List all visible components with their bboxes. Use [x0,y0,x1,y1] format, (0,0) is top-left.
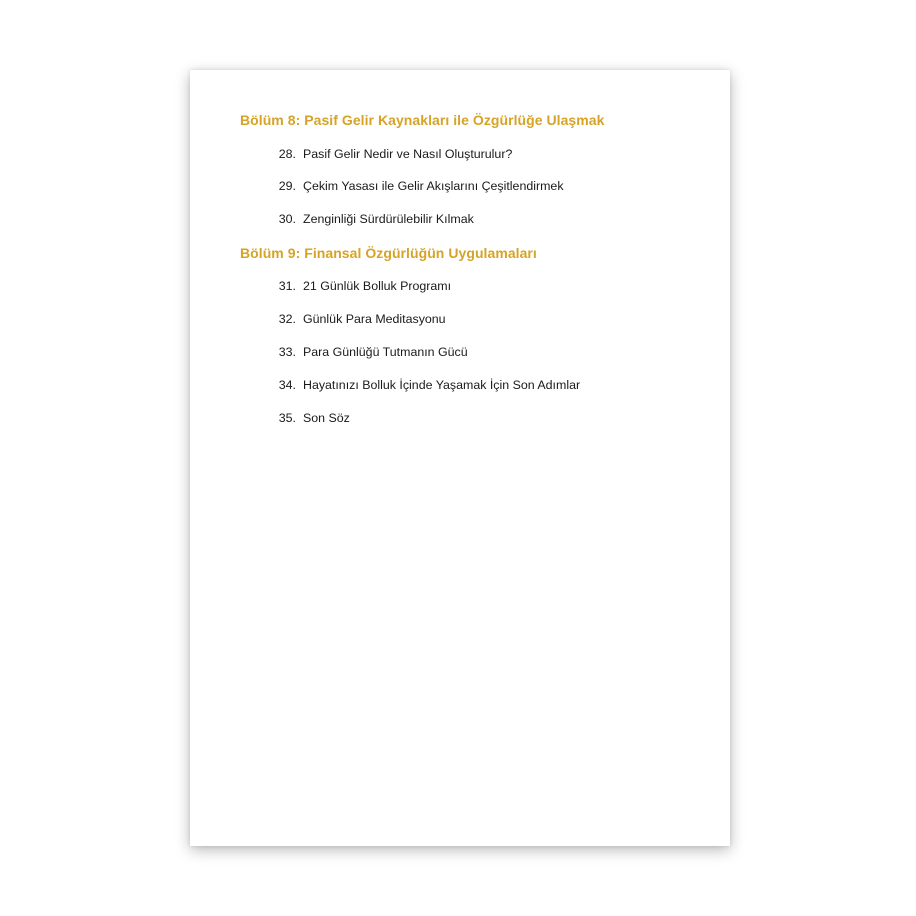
toc-item-text: Para Günlüğü Tutmanın Gücü [303,345,468,359]
toc-item-number: 31. [278,279,296,293]
toc-item-text: Çekim Yasası ile Gelir Akışlarını Çeşitlendirmek [303,179,564,193]
toc-item-number: 29. [278,179,296,193]
toc-item-text: Pasif Gelir Nedir ve Nasıl Oluşturulur? [303,147,513,161]
toc-item-number: 34. [278,378,296,392]
toc-item-33 [264,345,468,359]
toc-item-text: Günlük Para Meditasyonu [303,312,446,326]
toc-item-text: Zenginliği Sürdürülebilir Kılmak [303,212,474,226]
toc-item-34 [264,378,580,392]
toc-item-number: 33. [278,345,296,359]
toc-item-text: 21 Günlük Bolluk Programı [303,279,452,293]
toc-item-32 [264,312,446,326]
toc-item-31 [264,279,451,293]
toc-item-29 [264,179,564,193]
toc-item-30 [264,212,474,226]
toc-item-text: Hayatınızı Bolluk İçinde Yaşamak İçin Son Adımlar [303,378,581,392]
toc-item-number: 35. [278,411,296,425]
toc-item-28 [264,147,512,161]
chapter-heading-9: Bölüm 9: Finansal Özgürlüğün Uygulamaları [240,245,537,261]
toc-item-number: 28. [278,147,296,161]
chapter-heading-8: Bölüm 8: Pasif Gelir Kaynakları ile Özgürlüğe Ulaşmak [240,112,605,128]
toc-item-35 [264,411,350,425]
document-page [190,70,730,846]
toc-item-text: Son Söz [303,411,350,425]
toc-item-number: 30. [278,212,296,226]
toc-item-number: 32. [278,312,296,326]
